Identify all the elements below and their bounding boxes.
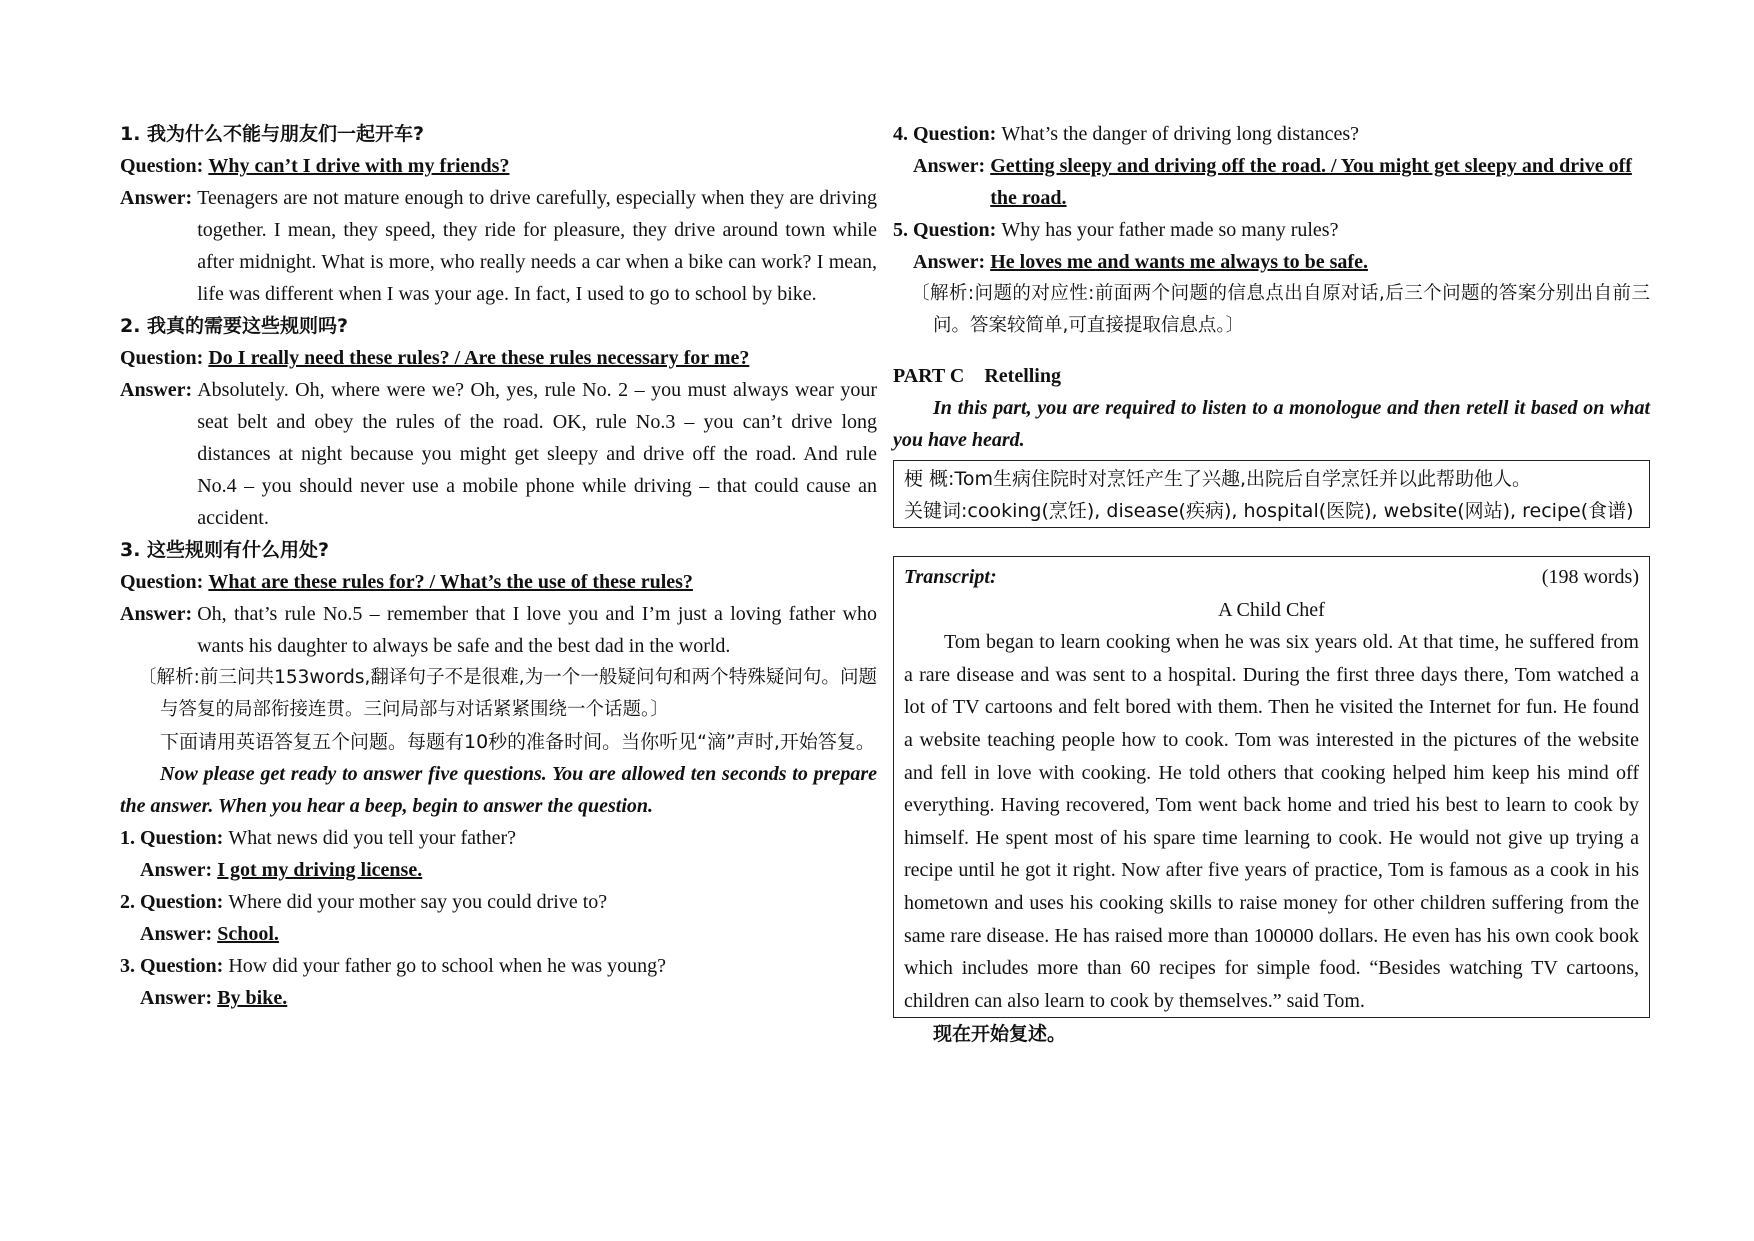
a5-answer-row: [893, 246, 1650, 278]
q1-question: Why can’t I drive with my friends?: [208, 155, 510, 177]
a2-question-row: [120, 886, 877, 918]
a4-question-row: [893, 118, 1650, 150]
a2-answer: School.: [217, 923, 279, 945]
a4-answer: Getting sleepy and driving off the road. / You might get sleepy and drive off the road.: [990, 155, 1632, 209]
question-label: Question:: [120, 155, 209, 177]
start-retell: 现在开始复述。: [933, 1023, 1067, 1046]
keywords-line: 关键词:cooking(烹饪), disease(疾病), hospital(医院), website(网站), recipe(食谱): [904, 500, 1634, 522]
answer-label: Answer:: [120, 603, 198, 625]
a3-answer-row: [120, 982, 877, 1014]
a5-answer: He loves me and wants me always to be safe.: [990, 251, 1368, 273]
instruction-chinese: 下面请用英语答复五个问题。每题有10秒的准备时间。当你听见“滴”声时,开始答复。: [160, 731, 875, 753]
a2-question: Where did your mother say you could drive to?: [228, 891, 608, 913]
q1-question-row: [120, 150, 877, 182]
q3-question: What are these rules for? / What’s the use of these rules?: [208, 571, 693, 593]
answer-label: Answer:: [120, 379, 198, 401]
word-count: (198 words): [1541, 566, 1639, 588]
part-c-title: PART C Retelling: [893, 365, 1061, 387]
question-label: 1. Question:: [120, 827, 229, 849]
a4-answer-row: [893, 150, 1650, 214]
a1-question-row: [120, 822, 877, 854]
right-column: [893, 118, 1650, 1050]
question-label: 4. Question:: [893, 123, 1002, 145]
a1-answer: I got my driving license.: [217, 859, 423, 881]
analysis-note: 〔解析:前三问共153words,翻译句子不是很难,为一个一般疑问句和两个特殊疑问句。问题与答复的局部衔接连贯。三问局部与对话紧紧围绕一个话题。〕: [138, 667, 877, 720]
q2-question: Do I really need these rules? / Are these rules necessary for me?: [208, 347, 750, 369]
question-label: 3. Question:: [120, 955, 229, 977]
question-label: Question:: [120, 571, 209, 593]
a1-question: What news did you tell your father?: [228, 827, 517, 849]
q1-answer: Teenagers are not mature enough to drive carefully, especially when they are driving together. I mean, they speed, they ride for pleasure, they drive around town while after midnight. What is more, who really needs a car when a bike can work? I mean, life was different when I was your age. In fact, I used to go to school by bike.: [197, 187, 877, 305]
answer-label: Answer:: [140, 923, 218, 945]
transcript-box: [893, 556, 1650, 1018]
answer-label: Answer:: [913, 251, 991, 273]
analysis-note: 〔解析:问题的对应性:前面两个问题的信息点出自原对话,后三个问题的答案分别出自前三问。答案较简单,可直接提取信息点。〕: [911, 283, 1650, 336]
a5-question-row: [893, 214, 1650, 246]
q3-answer-row: [120, 598, 877, 662]
q2-answer-row: [120, 374, 877, 534]
instruction-english: Now please get ready to answer five questions. You are allowed ten seconds to prepare the answer. When you hear a beep, begin to answer the question.: [120, 763, 877, 817]
question-label: Question:: [120, 347, 209, 369]
story-text: Tom began to learn cooking when he was six years old. At that time, he suffered from a rare disease and was sent to a hospital. During the first three days there, Tom watched a lot of TV cartoons and felt bored with them. Then he visited the Internet for fun. He found a website teaching people how to cook. Tom was interested in the pictures of the website and fell in love with cooking. He told others that cooking helped him keep his mind off everything. Having recovered, Tom went back home and tried his best to learn to cook by himself. He spent most of his spare time learning to cook. He would not give up trying a recipe until he got it right. Now after five years of practice, Tom is famous as a cook in his hometown and uses his cooking skills to raise money for other children suffering from the same rare disease. He has raised more than 100000 dollars. He even has his own cook book which includes more than 60 recipes for simple food. “Besides watching TV cartoons, children can also learn to cook by themselves.” said Tom.: [904, 631, 1639, 1012]
left-column: [120, 118, 877, 1014]
answer-label: Answer:: [140, 987, 218, 1009]
q2-chinese: 2. 我真的需要这些规则吗?: [120, 315, 349, 337]
part-c-instruction: In this part, you are required to listen to a monologue and then retell it based on what you have heard.: [893, 397, 1650, 451]
summary-box: [893, 460, 1650, 528]
story-title: A Child Chef: [1218, 598, 1325, 621]
a3-question-row: [120, 950, 877, 982]
a5-question: Why has your father made so many rules?: [1001, 219, 1339, 241]
transcript-label: Transcript:: [904, 566, 997, 588]
a1-answer-row: [120, 854, 877, 886]
answer-label: Answer:: [140, 859, 218, 881]
a3-answer: By bike.: [217, 987, 288, 1009]
q3-answer: Oh, that’s rule No.5 – remember that I love you and I’m just a loving father who wants his daughter to always be safe and the best dad in the world.: [197, 603, 877, 657]
a2-answer-row: [120, 918, 877, 950]
q1-answer-row: [120, 182, 877, 310]
q3-chinese: 3. 这些规则有什么用处?: [120, 539, 330, 561]
q2-question-row: [120, 342, 877, 374]
a4-question: What’s the danger of driving long distances?: [1001, 123, 1360, 145]
question-label: 5. Question:: [893, 219, 1002, 241]
summary-line: 梗 概:Tom生病住院时对烹饪产生了兴趣,出院后自学烹饪并以此帮助他人。: [904, 468, 1531, 490]
transcript-header: [904, 561, 1639, 594]
answer-label: Answer:: [913, 155, 991, 177]
answer-label: Answer:: [120, 187, 198, 209]
q1-chinese: 1. 我为什么不能与朋友们一起开车?: [120, 123, 425, 145]
q2-answer: Absolutely. Oh, where were we? Oh, yes, rule No. 2 – you must always wear your seat belt and obey the rules of the road. OK, rule No.3 – you can’t drive long distances at night because you might get sleepy and drive off the road. And rule No.4 – you should never use a mobile phone while driving – that could cause an accident.: [197, 379, 877, 529]
a3-question: How did your father go to school when he was young?: [228, 955, 667, 977]
question-label: 2. Question:: [120, 891, 229, 913]
q3-question-row: [120, 566, 877, 598]
